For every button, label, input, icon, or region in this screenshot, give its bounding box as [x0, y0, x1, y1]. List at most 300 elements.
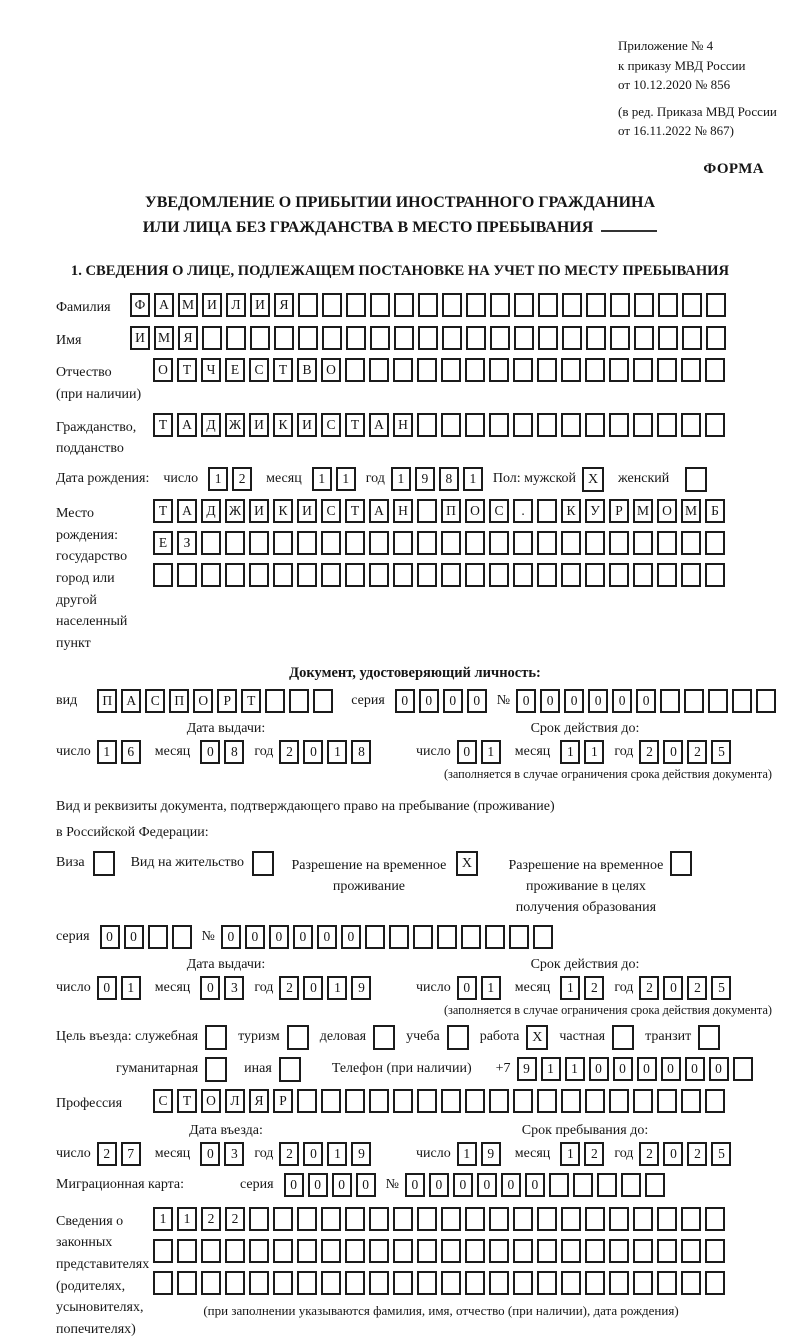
char-cell[interactable] — [441, 531, 461, 555]
char-cell[interactable] — [705, 1239, 725, 1263]
residence-number-cells[interactable] — [221, 925, 557, 949]
checkbox-purpose-official[interactable] — [205, 1025, 227, 1050]
char-cell[interactable] — [393, 1239, 413, 1263]
char-cell[interactable] — [562, 326, 582, 350]
patronymic-cells[interactable] — [153, 358, 729, 382]
char-cell[interactable] — [177, 563, 197, 587]
char-cell[interactable] — [345, 358, 365, 382]
stay-year-cells[interactable] — [639, 1142, 735, 1166]
char-cell[interactable] — [586, 326, 606, 350]
char-cell[interactable] — [585, 1089, 605, 1113]
char-cell[interactable] — [609, 413, 629, 437]
char-cell[interactable] — [441, 1239, 461, 1263]
char-cell[interactable]: 2 — [687, 1142, 707, 1166]
char-cell[interactable]: К — [273, 499, 293, 523]
char-cell[interactable]: 0 — [308, 1173, 328, 1197]
char-cell[interactable]: М — [633, 499, 653, 523]
char-cell[interactable] — [202, 326, 222, 350]
char-cell[interactable] — [657, 358, 677, 382]
char-cell[interactable] — [441, 1089, 461, 1113]
char-cell[interactable] — [705, 1089, 725, 1113]
char-cell[interactable] — [513, 531, 533, 555]
char-cell[interactable] — [732, 689, 752, 713]
char-cell[interactable]: . — [513, 499, 533, 523]
char-cell[interactable]: Н — [393, 499, 413, 523]
char-cell[interactable] — [321, 563, 341, 587]
char-cell[interactable]: З — [177, 531, 197, 555]
char-cell[interactable] — [513, 1089, 533, 1113]
char-cell[interactable] — [513, 1207, 533, 1231]
char-cell[interactable]: И — [297, 413, 317, 437]
residence-valid-day-cells[interactable] — [457, 976, 505, 1000]
char-cell[interactable]: С — [321, 413, 341, 437]
char-cell[interactable]: 2 — [639, 976, 659, 1000]
checkbox-residence-permit[interactable] — [252, 851, 274, 876]
char-cell[interactable]: Т — [153, 413, 173, 437]
char-cell[interactable] — [466, 293, 486, 317]
char-cell[interactable]: Т — [177, 358, 197, 382]
char-cell[interactable] — [609, 1239, 629, 1263]
char-cell[interactable] — [465, 1239, 485, 1263]
char-cell[interactable] — [633, 1239, 653, 1263]
char-cell[interactable] — [417, 499, 437, 523]
citizenship-cells[interactable] — [153, 413, 729, 437]
char-cell[interactable] — [201, 1271, 221, 1295]
char-cell[interactable] — [249, 1239, 269, 1263]
char-cell[interactable] — [265, 689, 285, 713]
char-cell[interactable] — [345, 563, 365, 587]
char-cell[interactable]: П — [97, 689, 117, 713]
char-cell[interactable] — [461, 925, 481, 949]
char-cell[interactable] — [609, 1207, 629, 1231]
char-cell[interactable] — [621, 1173, 641, 1197]
char-cell[interactable]: О — [321, 358, 341, 382]
char-cell[interactable] — [585, 1239, 605, 1263]
char-cell[interactable] — [561, 413, 581, 437]
char-cell[interactable]: 1 — [560, 740, 580, 764]
checkbox-temp-residence-education[interactable] — [670, 851, 692, 876]
char-cell[interactable] — [393, 1271, 413, 1295]
char-cell[interactable] — [681, 1239, 701, 1263]
residence-issue-year-cells[interactable] — [279, 976, 375, 1000]
char-cell[interactable]: С — [145, 689, 165, 713]
char-cell[interactable]: 0 — [663, 976, 683, 1000]
char-cell[interactable] — [321, 1089, 341, 1113]
char-cell[interactable] — [633, 413, 653, 437]
char-cell[interactable]: 2 — [687, 976, 707, 1000]
char-cell[interactable] — [705, 1207, 725, 1231]
char-cell[interactable] — [684, 689, 704, 713]
char-cell[interactable] — [708, 689, 728, 713]
char-cell[interactable] — [345, 1239, 365, 1263]
char-cell[interactable] — [561, 563, 581, 587]
char-cell[interactable]: Я — [274, 293, 294, 317]
char-cell[interactable]: 2 — [279, 1142, 299, 1166]
char-cell[interactable] — [705, 358, 725, 382]
char-cell[interactable] — [442, 293, 462, 317]
char-cell[interactable]: М — [178, 293, 198, 317]
char-cell[interactable]: В — [297, 358, 317, 382]
char-cell[interactable] — [538, 326, 558, 350]
char-cell[interactable] — [561, 1089, 581, 1113]
char-cell[interactable]: Д — [201, 413, 221, 437]
char-cell[interactable]: О — [193, 689, 213, 713]
char-cell[interactable] — [537, 413, 557, 437]
char-cell[interactable]: 0 — [100, 925, 120, 949]
char-cell[interactable] — [417, 413, 437, 437]
char-cell[interactable]: А — [177, 413, 197, 437]
char-cell[interactable]: Ф — [130, 293, 150, 317]
char-cell[interactable] — [658, 293, 678, 317]
char-cell[interactable]: 0 — [269, 925, 289, 949]
char-cell[interactable]: Т — [241, 689, 261, 713]
char-cell[interactable] — [413, 925, 433, 949]
char-cell[interactable]: 8 — [439, 467, 459, 491]
char-cell[interactable]: 0 — [636, 689, 656, 713]
char-cell[interactable]: Ж — [225, 413, 245, 437]
checkbox-purpose-private[interactable] — [612, 1025, 634, 1050]
char-cell[interactable]: И — [249, 413, 269, 437]
char-cell[interactable]: 0 — [200, 976, 220, 1000]
char-cell[interactable]: 0 — [612, 689, 632, 713]
char-cell[interactable]: 9 — [351, 976, 371, 1000]
char-cell[interactable] — [226, 326, 246, 350]
char-cell[interactable]: 0 — [525, 1173, 545, 1197]
char-cell[interactable] — [346, 326, 366, 350]
char-cell[interactable]: 0 — [663, 1142, 683, 1166]
char-cell[interactable]: 0 — [200, 1142, 220, 1166]
char-cell[interactable]: 0 — [588, 689, 608, 713]
char-cell[interactable]: 2 — [225, 1207, 245, 1231]
char-cell[interactable] — [369, 1239, 389, 1263]
checkbox-purpose-transit[interactable] — [698, 1025, 720, 1050]
char-cell[interactable]: А — [177, 499, 197, 523]
checkbox-sex-male[interactable]: X — [582, 467, 604, 492]
char-cell[interactable] — [609, 531, 629, 555]
char-cell[interactable] — [585, 413, 605, 437]
char-cell[interactable] — [657, 1239, 677, 1263]
char-cell[interactable] — [489, 413, 509, 437]
char-cell[interactable]: 0 — [501, 1173, 521, 1197]
char-cell[interactable] — [681, 1271, 701, 1295]
char-cell[interactable] — [225, 531, 245, 555]
stay-month-cells[interactable] — [560, 1142, 608, 1166]
checkbox-purpose-humanitarian[interactable] — [205, 1057, 227, 1082]
char-cell[interactable] — [657, 1089, 677, 1113]
char-cell[interactable] — [633, 531, 653, 555]
char-cell[interactable] — [172, 925, 192, 949]
char-cell[interactable] — [313, 689, 333, 713]
char-cell[interactable]: О — [153, 358, 173, 382]
checkbox-temp-residence[interactable]: X — [456, 851, 478, 876]
char-cell[interactable] — [585, 563, 605, 587]
char-cell[interactable]: 2 — [201, 1207, 221, 1231]
char-cell[interactable] — [322, 293, 342, 317]
checkbox-purpose-work[interactable]: X — [526, 1025, 548, 1050]
char-cell[interactable]: 1 — [312, 467, 332, 491]
char-cell[interactable] — [417, 1271, 437, 1295]
residence-issue-day-cells[interactable] — [97, 976, 145, 1000]
char-cell[interactable] — [537, 499, 557, 523]
checkbox-purpose-study[interactable] — [447, 1025, 469, 1050]
representatives-cells-row2[interactable] — [153, 1239, 729, 1263]
char-cell[interactable] — [297, 531, 317, 555]
char-cell[interactable]: 8 — [351, 740, 371, 764]
char-cell[interactable] — [513, 1239, 533, 1263]
char-cell[interactable] — [633, 358, 653, 382]
char-cell[interactable]: Д — [201, 499, 221, 523]
char-cell[interactable] — [273, 1207, 293, 1231]
char-cell[interactable] — [513, 563, 533, 587]
char-cell[interactable]: 3 — [224, 1142, 244, 1166]
char-cell[interactable] — [249, 563, 269, 587]
char-cell[interactable] — [485, 925, 505, 949]
char-cell[interactable] — [705, 563, 725, 587]
char-cell[interactable] — [733, 1057, 753, 1081]
char-cell[interactable] — [417, 1089, 437, 1113]
char-cell[interactable] — [585, 1271, 605, 1295]
char-cell[interactable] — [533, 925, 553, 949]
char-cell[interactable] — [633, 1271, 653, 1295]
char-cell[interactable] — [297, 1239, 317, 1263]
char-cell[interactable] — [597, 1173, 617, 1197]
char-cell[interactable]: 0 — [453, 1173, 473, 1197]
char-cell[interactable] — [437, 925, 457, 949]
char-cell[interactable] — [417, 1207, 437, 1231]
char-cell[interactable] — [465, 358, 485, 382]
char-cell[interactable] — [634, 326, 654, 350]
char-cell[interactable] — [321, 1207, 341, 1231]
char-cell[interactable]: 0 — [709, 1057, 729, 1081]
char-cell[interactable] — [561, 358, 581, 382]
char-cell[interactable] — [609, 1089, 629, 1113]
char-cell[interactable] — [370, 293, 390, 317]
char-cell[interactable]: 7 — [121, 1142, 141, 1166]
char-cell[interactable] — [297, 1207, 317, 1231]
char-cell[interactable] — [418, 293, 438, 317]
char-cell[interactable]: Ж — [225, 499, 245, 523]
char-cell[interactable] — [682, 326, 702, 350]
char-cell[interactable] — [681, 358, 701, 382]
char-cell[interactable]: 0 — [317, 925, 337, 949]
char-cell[interactable] — [509, 925, 529, 949]
char-cell[interactable] — [369, 358, 389, 382]
char-cell[interactable]: 1 — [121, 976, 141, 1000]
char-cell[interactable]: 1 — [391, 467, 411, 491]
char-cell[interactable] — [417, 1239, 437, 1263]
char-cell[interactable] — [441, 1207, 461, 1231]
char-cell[interactable]: 9 — [517, 1057, 537, 1081]
char-cell[interactable]: 0 — [443, 689, 463, 713]
char-cell[interactable]: Я — [178, 326, 198, 350]
char-cell[interactable]: 0 — [395, 689, 415, 713]
identity-kind-cells[interactable] — [97, 689, 337, 713]
char-cell[interactable]: 0 — [124, 925, 144, 949]
char-cell[interactable]: 0 — [200, 740, 220, 764]
char-cell[interactable] — [537, 1207, 557, 1231]
char-cell[interactable] — [417, 531, 437, 555]
birth-place-cells-row2[interactable] — [153, 531, 729, 555]
char-cell[interactable] — [490, 293, 510, 317]
char-cell[interactable]: 1 — [560, 976, 580, 1000]
char-cell[interactable]: 1 — [208, 467, 228, 491]
char-cell[interactable] — [345, 531, 365, 555]
char-cell[interactable] — [345, 1089, 365, 1113]
char-cell[interactable]: 9 — [351, 1142, 371, 1166]
char-cell[interactable] — [610, 326, 630, 350]
char-cell[interactable]: Т — [153, 499, 173, 523]
char-cell[interactable] — [633, 1089, 653, 1113]
char-cell[interactable] — [610, 293, 630, 317]
char-cell[interactable] — [369, 1089, 389, 1113]
char-cell[interactable] — [537, 1239, 557, 1263]
char-cell[interactable]: 0 — [613, 1057, 633, 1081]
char-cell[interactable] — [489, 358, 509, 382]
char-cell[interactable]: Т — [345, 413, 365, 437]
char-cell[interactable]: Т — [177, 1089, 197, 1113]
char-cell[interactable]: 0 — [564, 689, 584, 713]
char-cell[interactable]: 1 — [463, 467, 483, 491]
char-cell[interactable] — [489, 1239, 509, 1263]
char-cell[interactable]: Р — [217, 689, 237, 713]
char-cell[interactable]: И — [249, 499, 269, 523]
representatives-cells-row1[interactable] — [153, 1207, 729, 1231]
char-cell[interactable]: 0 — [419, 689, 439, 713]
char-cell[interactable] — [321, 1239, 341, 1263]
char-cell[interactable]: Е — [153, 531, 173, 555]
char-cell[interactable] — [645, 1173, 665, 1197]
char-cell[interactable]: 5 — [711, 976, 731, 1000]
char-cell[interactable]: 0 — [540, 689, 560, 713]
char-cell[interactable]: 0 — [303, 976, 323, 1000]
char-cell[interactable]: И — [297, 499, 317, 523]
char-cell[interactable] — [561, 1239, 581, 1263]
char-cell[interactable]: 3 — [224, 976, 244, 1000]
char-cell[interactable] — [465, 413, 485, 437]
char-cell[interactable]: 0 — [221, 925, 241, 949]
profession-cells[interactable] — [153, 1089, 729, 1113]
migration-number-cells[interactable] — [405, 1173, 669, 1197]
char-cell[interactable] — [273, 1271, 293, 1295]
char-cell[interactable] — [393, 563, 413, 587]
char-cell[interactable] — [660, 689, 680, 713]
char-cell[interactable]: М — [154, 326, 174, 350]
char-cell[interactable]: Б — [705, 499, 725, 523]
char-cell[interactable] — [537, 563, 557, 587]
char-cell[interactable] — [273, 563, 293, 587]
char-cell[interactable] — [706, 293, 726, 317]
char-cell[interactable]: 0 — [589, 1057, 609, 1081]
char-cell[interactable] — [585, 1207, 605, 1231]
char-cell[interactable] — [389, 925, 409, 949]
char-cell[interactable] — [657, 1271, 677, 1295]
char-cell[interactable]: 1 — [327, 740, 347, 764]
char-cell[interactable]: 1 — [153, 1207, 173, 1231]
char-cell[interactable] — [250, 326, 270, 350]
char-cell[interactable] — [657, 1207, 677, 1231]
char-cell[interactable] — [681, 563, 701, 587]
char-cell[interactable]: Я — [249, 1089, 269, 1113]
char-cell[interactable]: 1 — [565, 1057, 585, 1081]
char-cell[interactable]: 0 — [341, 925, 361, 949]
char-cell[interactable]: И — [130, 326, 150, 350]
char-cell[interactable]: 0 — [405, 1173, 425, 1197]
char-cell[interactable]: И — [250, 293, 270, 317]
char-cell[interactable] — [573, 1173, 593, 1197]
char-cell[interactable]: О — [465, 499, 485, 523]
char-cell[interactable]: 2 — [97, 1142, 117, 1166]
char-cell[interactable]: Л — [226, 293, 246, 317]
char-cell[interactable] — [465, 1089, 485, 1113]
char-cell[interactable] — [561, 1207, 581, 1231]
char-cell[interactable] — [549, 1173, 569, 1197]
char-cell[interactable] — [370, 326, 390, 350]
char-cell[interactable]: Н — [393, 413, 413, 437]
char-cell[interactable] — [586, 293, 606, 317]
char-cell[interactable] — [513, 1271, 533, 1295]
char-cell[interactable]: П — [169, 689, 189, 713]
char-cell[interactable]: 6 — [121, 740, 141, 764]
char-cell[interactable]: У — [585, 499, 605, 523]
char-cell[interactable]: 9 — [415, 467, 435, 491]
char-cell[interactable]: 0 — [516, 689, 536, 713]
char-cell[interactable]: Т — [273, 358, 293, 382]
char-cell[interactable]: С — [489, 499, 509, 523]
char-cell[interactable] — [177, 1239, 197, 1263]
char-cell[interactable] — [417, 358, 437, 382]
char-cell[interactable]: 0 — [467, 689, 487, 713]
migration-series-cells[interactable] — [284, 1173, 380, 1197]
char-cell[interactable] — [346, 293, 366, 317]
char-cell[interactable] — [489, 1271, 509, 1295]
char-cell[interactable] — [489, 563, 509, 587]
char-cell[interactable]: 1 — [97, 740, 117, 764]
char-cell[interactable] — [441, 413, 461, 437]
char-cell[interactable]: П — [441, 499, 461, 523]
char-cell[interactable] — [658, 326, 678, 350]
name-cells[interactable] — [130, 326, 730, 350]
stay-day-cells[interactable] — [457, 1142, 505, 1166]
char-cell[interactable]: С — [249, 358, 269, 382]
char-cell[interactable] — [682, 293, 702, 317]
identity-issue-year-cells[interactable] — [279, 740, 375, 764]
char-cell[interactable] — [225, 1239, 245, 1263]
char-cell[interactable] — [681, 1207, 701, 1231]
char-cell[interactable] — [153, 1271, 173, 1295]
char-cell[interactable] — [393, 1089, 413, 1113]
identity-valid-year-cells[interactable] — [639, 740, 735, 764]
char-cell[interactable]: А — [369, 413, 389, 437]
char-cell[interactable] — [514, 326, 534, 350]
char-cell[interactable] — [153, 1239, 173, 1263]
char-cell[interactable]: 1 — [327, 1142, 347, 1166]
identity-valid-month-cells[interactable] — [560, 740, 608, 764]
char-cell[interactable] — [393, 1207, 413, 1231]
char-cell[interactable]: Е — [225, 358, 245, 382]
char-cell[interactable]: 1 — [457, 1142, 477, 1166]
char-cell[interactable]: М — [681, 499, 701, 523]
residence-valid-year-cells[interactable] — [639, 976, 735, 1000]
char-cell[interactable] — [345, 1271, 365, 1295]
char-cell[interactable]: 2 — [639, 740, 659, 764]
char-cell[interactable]: 0 — [245, 925, 265, 949]
char-cell[interactable]: С — [153, 1089, 173, 1113]
char-cell[interactable] — [681, 1089, 701, 1113]
char-cell[interactable]: К — [273, 413, 293, 437]
char-cell[interactable] — [561, 531, 581, 555]
char-cell[interactable] — [393, 531, 413, 555]
char-cell[interactable] — [441, 1271, 461, 1295]
